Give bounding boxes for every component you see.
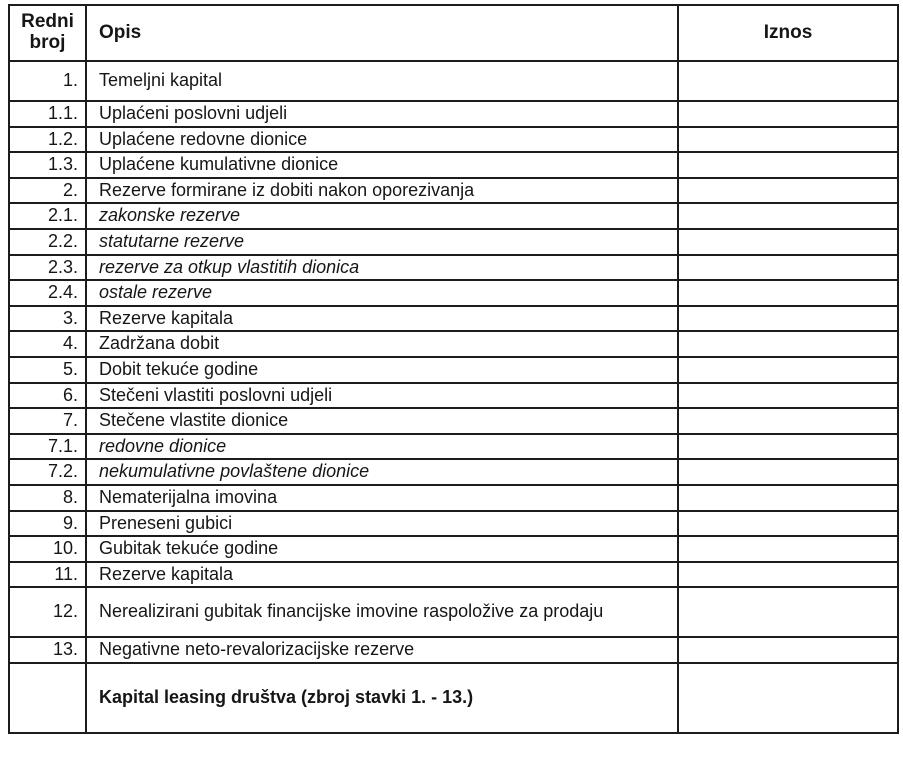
row-num: 2. <box>9 178 86 204</box>
row-amount <box>678 536 898 562</box>
row-amount <box>678 331 898 357</box>
header-opis: Opis <box>86 5 678 61</box>
row-num: 8. <box>9 485 86 511</box>
row-amount <box>678 587 898 637</box>
row-amount <box>678 485 898 511</box>
capital-structure-table <box>8 4 899 734</box>
row-desc: zakonske rezerve <box>86 203 678 229</box>
table-row <box>9 511 898 537</box>
row-num <box>9 663 86 733</box>
row-desc: Stečene vlastite dionice <box>86 408 678 434</box>
table-row <box>9 637 898 663</box>
row-amount <box>678 663 898 733</box>
row-num: 7. <box>9 408 86 434</box>
table-row <box>9 61 898 101</box>
table-row <box>9 663 898 733</box>
table-row <box>9 587 898 637</box>
row-desc: Gubitak tekuće godine <box>86 536 678 562</box>
table-row <box>9 357 898 383</box>
row-num: 3. <box>9 306 86 332</box>
row-num: 1.2. <box>9 127 86 153</box>
row-num: 2.2. <box>9 229 86 255</box>
table-row <box>9 101 898 127</box>
row-amount <box>678 459 898 485</box>
table-row <box>9 459 898 485</box>
row-desc: rezerve za otkup vlastitih dionica <box>86 255 678 281</box>
row-amount <box>678 306 898 332</box>
row-desc: redovne dionice <box>86 434 678 460</box>
row-desc: Temeljni kapital <box>86 61 678 101</box>
row-desc: Zadržana dobit <box>86 331 678 357</box>
row-num: 12. <box>9 587 86 637</box>
row-num: 5. <box>9 357 86 383</box>
table-body <box>9 61 898 733</box>
table-row <box>9 178 898 204</box>
row-amount <box>678 511 898 537</box>
row-desc: Uplaćene kumulativne dionice <box>86 152 678 178</box>
row-desc: statutarne rezerve <box>86 229 678 255</box>
row-desc: Rezerve kapitala <box>86 306 678 332</box>
row-num: 4. <box>9 331 86 357</box>
table-row <box>9 127 898 153</box>
row-desc: Nerealizirani gubitak financijske imovine raspoložive za prodaju <box>86 587 678 637</box>
row-amount <box>678 127 898 153</box>
row-num: 2.1. <box>9 203 86 229</box>
row-num: 1.1. <box>9 101 86 127</box>
row-desc: Rezerve kapitala <box>86 562 678 588</box>
table-row <box>9 383 898 409</box>
row-num: 11. <box>9 562 86 588</box>
row-amount <box>678 408 898 434</box>
table-header <box>9 5 898 61</box>
table-row <box>9 152 898 178</box>
row-num: 13. <box>9 637 86 663</box>
row-desc: Dobit tekuće godine <box>86 357 678 383</box>
row-desc: Kapital leasing društva (zbroj stavki 1. - 13.) <box>86 663 678 733</box>
row-num: 9. <box>9 511 86 537</box>
row-amount <box>678 101 898 127</box>
row-desc: ostale rezerve <box>86 280 678 306</box>
row-amount <box>678 637 898 663</box>
table-row <box>9 485 898 511</box>
table-row <box>9 562 898 588</box>
table-row <box>9 408 898 434</box>
row-desc: Preneseni gubici <box>86 511 678 537</box>
row-amount <box>678 434 898 460</box>
row-amount <box>678 562 898 588</box>
table-row <box>9 255 898 281</box>
row-desc: Nematerijalna imovina <box>86 485 678 511</box>
table-row <box>9 434 898 460</box>
row-num: 6. <box>9 383 86 409</box>
row-num: 2.4. <box>9 280 86 306</box>
row-num: 1.3. <box>9 152 86 178</box>
row-num: 10. <box>9 536 86 562</box>
row-amount <box>678 203 898 229</box>
table-row <box>9 536 898 562</box>
row-num: 7.1. <box>9 434 86 460</box>
header-row <box>9 5 898 61</box>
row-amount <box>678 280 898 306</box>
table-row <box>9 306 898 332</box>
row-amount <box>678 229 898 255</box>
row-desc: Rezerve formirane iz dobiti nakon oporezivanja <box>86 178 678 204</box>
table-row <box>9 280 898 306</box>
table-row <box>9 203 898 229</box>
row-num: 7.2. <box>9 459 86 485</box>
row-amount <box>678 152 898 178</box>
row-amount <box>678 178 898 204</box>
row-num: 1. <box>9 61 86 101</box>
row-num: 2.3. <box>9 255 86 281</box>
row-desc: Stečeni vlastiti poslovni udjeli <box>86 383 678 409</box>
row-amount <box>678 61 898 101</box>
row-amount <box>678 383 898 409</box>
header-iznos: Iznos <box>678 5 898 61</box>
row-desc: Uplaćene redovne dionice <box>86 127 678 153</box>
row-desc: nekumulativne povlaštene dionice <box>86 459 678 485</box>
row-amount <box>678 255 898 281</box>
row-amount <box>678 357 898 383</box>
table-row <box>9 331 898 357</box>
table-row <box>9 229 898 255</box>
row-desc: Negativne neto-revalorizacijske rezerve <box>86 637 678 663</box>
row-desc: Uplaćeni poslovni udjeli <box>86 101 678 127</box>
header-redni-broj: Redni broj <box>9 5 86 61</box>
